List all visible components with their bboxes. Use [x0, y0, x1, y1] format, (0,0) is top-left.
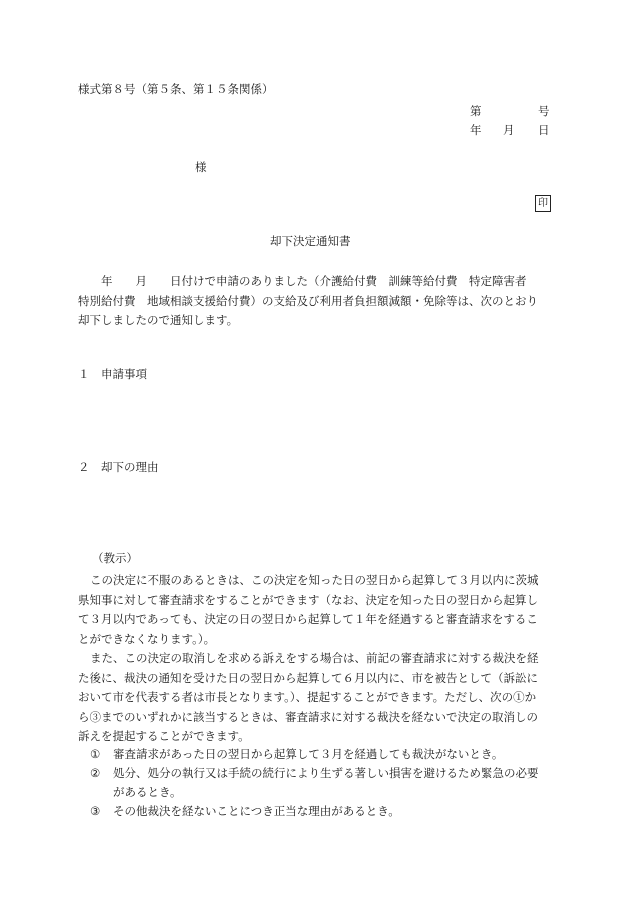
instruction-paragraph — [78, 571, 550, 747]
date-day: 日 — [538, 123, 550, 137]
item-number: ③ — [90, 804, 101, 818]
item-text: その他裁決を経ないことにつき正当な理由があるとき。 — [113, 804, 400, 818]
instruction-line: この決定に不服のあるときは、この決定を知った日の翌日から起算して３月以内に茨城 — [90, 573, 539, 587]
instruction-heading: （教示） — [92, 551, 138, 565]
instruction-line: 県知事に対して審査請求をすることができます（なお、決定を知った日の翌日から起算し — [78, 592, 538, 607]
doc-number-go: 号 — [538, 104, 550, 118]
doc-number-dai: 第 — [470, 104, 482, 118]
date-year: 年 — [470, 123, 482, 137]
intro-line: 特別給付費 地域相談支援給付費）の支給及び利用者負担額減額・免除等は、次のとおり — [78, 293, 538, 308]
instruction-line: ら③までのいずれかに該当するときは、審査請求に対する裁決を経ないで決定の取消しの — [78, 709, 538, 724]
item-number: ① — [90, 747, 101, 761]
instruction-line: また、この決定の取消しを求める訴えをする場合は、前記の審査請求に対する裁決を経 — [90, 651, 539, 665]
item-number: ② — [90, 766, 101, 780]
instruction-line: 訴えを提起することができます。 — [78, 729, 250, 743]
intro-line: 年 月 日付けで申請のありました（介護給付費 訓練等給付費 特定障害者 — [78, 274, 527, 288]
item-text: 処分、処分の執行又は手続の続行により生ずる著しい損害を避けるため緊急の必要 — [113, 766, 539, 780]
item-text: があるとき。 — [113, 785, 182, 799]
instruction-line: とができなくなります。）。 — [78, 631, 216, 646]
section-rejection-reason: ２ 却下の理由 — [78, 460, 159, 474]
document-title: 却下決定通知書 — [270, 234, 351, 248]
addressee-suffix: 様 — [195, 160, 207, 174]
instruction-line: おいて市を代表する者は市長となります。）、提起することができます。ただし、次の①か — [78, 690, 537, 704]
instruction-line: た後に、裁決の通知を受けた日の翌日から起算して６月以内に、市を被告として（訴訟に — [78, 670, 538, 685]
form-label: 様式第８号（第５条、第１５条関係） — [78, 82, 274, 96]
intro-line: 却下しましたので通知します。 — [78, 313, 239, 327]
item-text: 審査請求があった日の翌日から起算して３月を経過しても裁決がないとき。 — [113, 747, 504, 761]
instruction-line: て３月以内であっても、決定の日の翌日から起算して１年を経過すると審査請求をするこ — [78, 612, 538, 626]
seal-mark: 印 — [535, 195, 551, 212]
intro-paragraph — [78, 272, 550, 331]
section-application-items: １ 申請事項 — [78, 367, 147, 381]
date-month: 月 — [503, 123, 515, 137]
